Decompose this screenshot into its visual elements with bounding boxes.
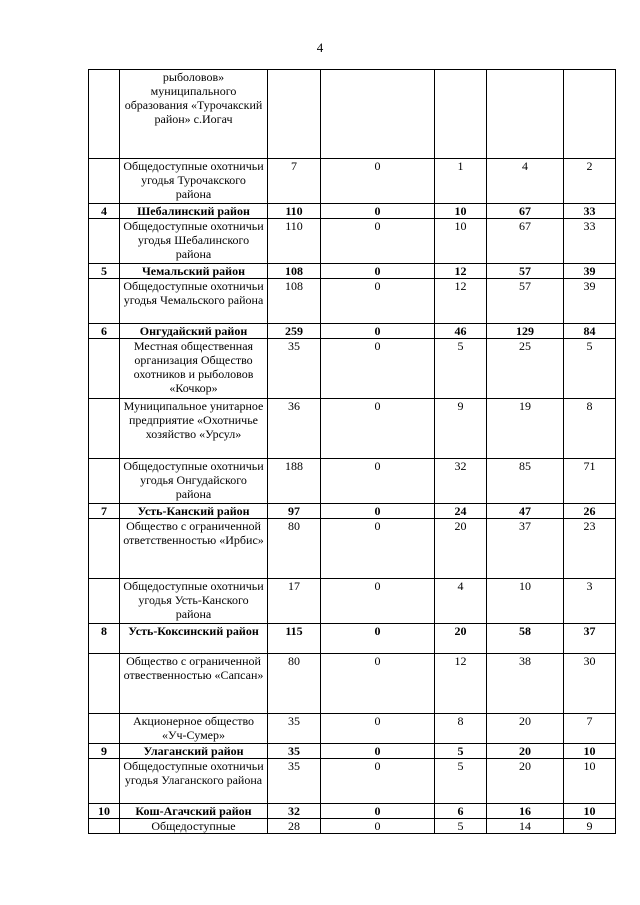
row-number xyxy=(89,759,120,804)
value-col-3 xyxy=(435,70,487,159)
value-col-2: 0 xyxy=(321,504,435,519)
row-number xyxy=(89,159,120,204)
organization-name: Акционерное общество «Уч-Сумер» xyxy=(120,714,268,744)
row-number xyxy=(89,459,120,504)
table-row xyxy=(89,70,616,159)
value-col-5: 10 xyxy=(564,804,616,819)
value-col-5: 10 xyxy=(564,759,616,804)
value-col-4: 47 xyxy=(487,504,564,519)
value-col-1: 7 xyxy=(268,159,321,204)
table-row xyxy=(89,339,616,399)
table-row xyxy=(89,714,616,744)
value-col-3: 32 xyxy=(435,459,487,504)
value-col-4: 129 xyxy=(487,324,564,339)
row-number: 6 xyxy=(89,324,120,339)
organization-name: Кош-Агачский район xyxy=(120,804,268,819)
value-col-3: 12 xyxy=(435,279,487,324)
value-col-4: 57 xyxy=(487,264,564,279)
value-col-4: 19 xyxy=(487,399,564,459)
table-row xyxy=(89,759,616,804)
value-col-3: 24 xyxy=(435,504,487,519)
value-col-5: 7 xyxy=(564,714,616,744)
organization-name: Общедоступные охотничьи угодья Усть-Канского района xyxy=(120,579,268,624)
value-col-5: 23 xyxy=(564,519,616,579)
value-col-2: 0 xyxy=(321,459,435,504)
value-col-1: 80 xyxy=(268,654,321,714)
value-col-1: 80 xyxy=(268,519,321,579)
value-col-4: 58 xyxy=(487,624,564,654)
value-col-5: 8 xyxy=(564,399,616,459)
value-col-2: 0 xyxy=(321,624,435,654)
value-col-3: 12 xyxy=(435,654,487,714)
table-row xyxy=(89,279,616,324)
value-col-5: 3 xyxy=(564,579,616,624)
value-col-5: 84 xyxy=(564,324,616,339)
value-col-5: 37 xyxy=(564,624,616,654)
table-row xyxy=(89,459,616,504)
value-col-2: 0 xyxy=(321,579,435,624)
value-col-4: 4 xyxy=(487,159,564,204)
district-total-row xyxy=(89,504,616,519)
table-row xyxy=(89,519,616,579)
value-col-4: 85 xyxy=(487,459,564,504)
value-col-5: 39 xyxy=(564,279,616,324)
row-number xyxy=(89,70,120,159)
value-col-3: 1 xyxy=(435,159,487,204)
value-col-2: 0 xyxy=(321,339,435,399)
value-col-4: 57 xyxy=(487,279,564,324)
table-row xyxy=(89,819,616,834)
row-number: 9 xyxy=(89,744,120,759)
value-col-3: 46 xyxy=(435,324,487,339)
row-number: 4 xyxy=(89,204,120,219)
table-row xyxy=(89,219,616,264)
organization-name: Общедоступные xyxy=(120,819,268,834)
value-col-5: 10 xyxy=(564,744,616,759)
value-col-4: 10 xyxy=(487,579,564,624)
row-number xyxy=(89,339,120,399)
table-row xyxy=(89,654,616,714)
value-col-1: 259 xyxy=(268,324,321,339)
value-col-5: 5 xyxy=(564,339,616,399)
value-col-1: 35 xyxy=(268,744,321,759)
value-col-2: 0 xyxy=(321,804,435,819)
table-row xyxy=(89,579,616,624)
value-col-4: 37 xyxy=(487,519,564,579)
value-col-4: 25 xyxy=(487,339,564,399)
value-col-2: 0 xyxy=(321,744,435,759)
value-col-1: 115 xyxy=(268,624,321,654)
value-col-4: 14 xyxy=(487,819,564,834)
district-total-row xyxy=(89,744,616,759)
value-col-2: 0 xyxy=(321,819,435,834)
organization-name: Муниципальное унитарное предприятие «Охотничье хозяйство «Урсул» xyxy=(120,399,268,459)
value-col-3: 6 xyxy=(435,804,487,819)
value-col-1: 35 xyxy=(268,714,321,744)
organization-name: Онгудайский район xyxy=(120,324,268,339)
value-col-3: 5 xyxy=(435,819,487,834)
district-total-row xyxy=(89,624,616,654)
table-row xyxy=(89,159,616,204)
value-col-4: 16 xyxy=(487,804,564,819)
value-col-3: 20 xyxy=(435,624,487,654)
row-number: 8 xyxy=(89,624,120,654)
value-col-1: 35 xyxy=(268,759,321,804)
value-col-1: 108 xyxy=(268,279,321,324)
value-col-2: 0 xyxy=(321,399,435,459)
table-row xyxy=(89,399,616,459)
table-body xyxy=(89,70,616,834)
value-col-4: 67 xyxy=(487,219,564,264)
organization-name: Усть-Коксинский район xyxy=(120,624,268,654)
value-col-5: 33 xyxy=(564,204,616,219)
value-col-3: 9 xyxy=(435,399,487,459)
row-number xyxy=(89,279,120,324)
row-number xyxy=(89,819,120,834)
value-col-5: 33 xyxy=(564,219,616,264)
value-col-2: 0 xyxy=(321,264,435,279)
value-col-5: 9 xyxy=(564,819,616,834)
value-col-4: 20 xyxy=(487,744,564,759)
value-col-2: 0 xyxy=(321,159,435,204)
district-total-row xyxy=(89,324,616,339)
organization-name: Общество с ограниченной отвественностью «Сапсан» xyxy=(120,654,268,714)
value-col-2: 0 xyxy=(321,714,435,744)
row-number: 10 xyxy=(89,804,120,819)
value-col-1: 108 xyxy=(268,264,321,279)
district-total-row xyxy=(89,204,616,219)
value-col-4 xyxy=(487,70,564,159)
value-col-2: 0 xyxy=(321,204,435,219)
value-col-2: 0 xyxy=(321,219,435,264)
organization-name: Общедоступные охотничьи угодья Турочакского района xyxy=(120,159,268,204)
value-col-3: 8 xyxy=(435,714,487,744)
district-total-row xyxy=(89,804,616,819)
value-col-4: 38 xyxy=(487,654,564,714)
value-col-4: 20 xyxy=(487,714,564,744)
value-col-5: 39 xyxy=(564,264,616,279)
value-col-4: 67 xyxy=(487,204,564,219)
row-number: 7 xyxy=(89,504,120,519)
organization-name: Улаганский район xyxy=(120,744,268,759)
value-col-5: 26 xyxy=(564,504,616,519)
organization-name: Общедоступные охотничьи угодья Шебалинского района xyxy=(120,219,268,264)
value-col-5: 71 xyxy=(564,459,616,504)
value-col-1: 36 xyxy=(268,399,321,459)
value-col-2: 0 xyxy=(321,519,435,579)
value-col-2 xyxy=(321,70,435,159)
organization-name: Чемальский район xyxy=(120,264,268,279)
organization-name: Общедоступные охотничьи угодья Улаганского района xyxy=(120,759,268,804)
value-col-4: 20 xyxy=(487,759,564,804)
row-number xyxy=(89,219,120,264)
value-col-1: 97 xyxy=(268,504,321,519)
row-number xyxy=(89,399,120,459)
value-col-3: 10 xyxy=(435,204,487,219)
value-col-2: 0 xyxy=(321,759,435,804)
value-col-1: 28 xyxy=(268,819,321,834)
row-number xyxy=(89,714,120,744)
value-col-3: 5 xyxy=(435,759,487,804)
value-col-1: 35 xyxy=(268,339,321,399)
value-col-3: 5 xyxy=(435,744,487,759)
value-col-5 xyxy=(564,70,616,159)
value-col-2: 0 xyxy=(321,324,435,339)
value-col-3: 5 xyxy=(435,339,487,399)
organization-name: Шебалинский район xyxy=(120,204,268,219)
hunting-grounds-table xyxy=(88,69,616,834)
value-col-3: 4 xyxy=(435,579,487,624)
organization-name: Местная общественная организация Общество охотников и рыболовов «Кочкор» xyxy=(120,339,268,399)
organization-name: Усть-Канский район xyxy=(120,504,268,519)
value-col-2: 0 xyxy=(321,654,435,714)
page-number: 4 xyxy=(316,40,324,55)
organization-name: Общедоступные охотничьи угодья Онгудайского района xyxy=(120,459,268,504)
row-number xyxy=(89,519,120,579)
value-col-1: 110 xyxy=(268,204,321,219)
value-col-3: 20 xyxy=(435,519,487,579)
value-col-3: 12 xyxy=(435,264,487,279)
organization-name: Общество с ограниченной ответственностью «Ирбис» xyxy=(120,519,268,579)
district-total-row xyxy=(89,264,616,279)
value-col-3: 10 xyxy=(435,219,487,264)
organization-name: Общедоступные охотничьи угодья Чемальского района xyxy=(120,279,268,324)
value-col-2: 0 xyxy=(321,279,435,324)
organization-name: рыболовов» муниципального образования «Турочакский район» с.Иогач xyxy=(120,70,268,159)
row-number xyxy=(89,579,120,624)
row-number: 5 xyxy=(89,264,120,279)
value-col-1 xyxy=(268,70,321,159)
value-col-1: 17 xyxy=(268,579,321,624)
row-number xyxy=(89,654,120,714)
value-col-1: 32 xyxy=(268,804,321,819)
value-col-1: 188 xyxy=(268,459,321,504)
value-col-1: 110 xyxy=(268,219,321,264)
value-col-5: 30 xyxy=(564,654,616,714)
value-col-5: 2 xyxy=(564,159,616,204)
